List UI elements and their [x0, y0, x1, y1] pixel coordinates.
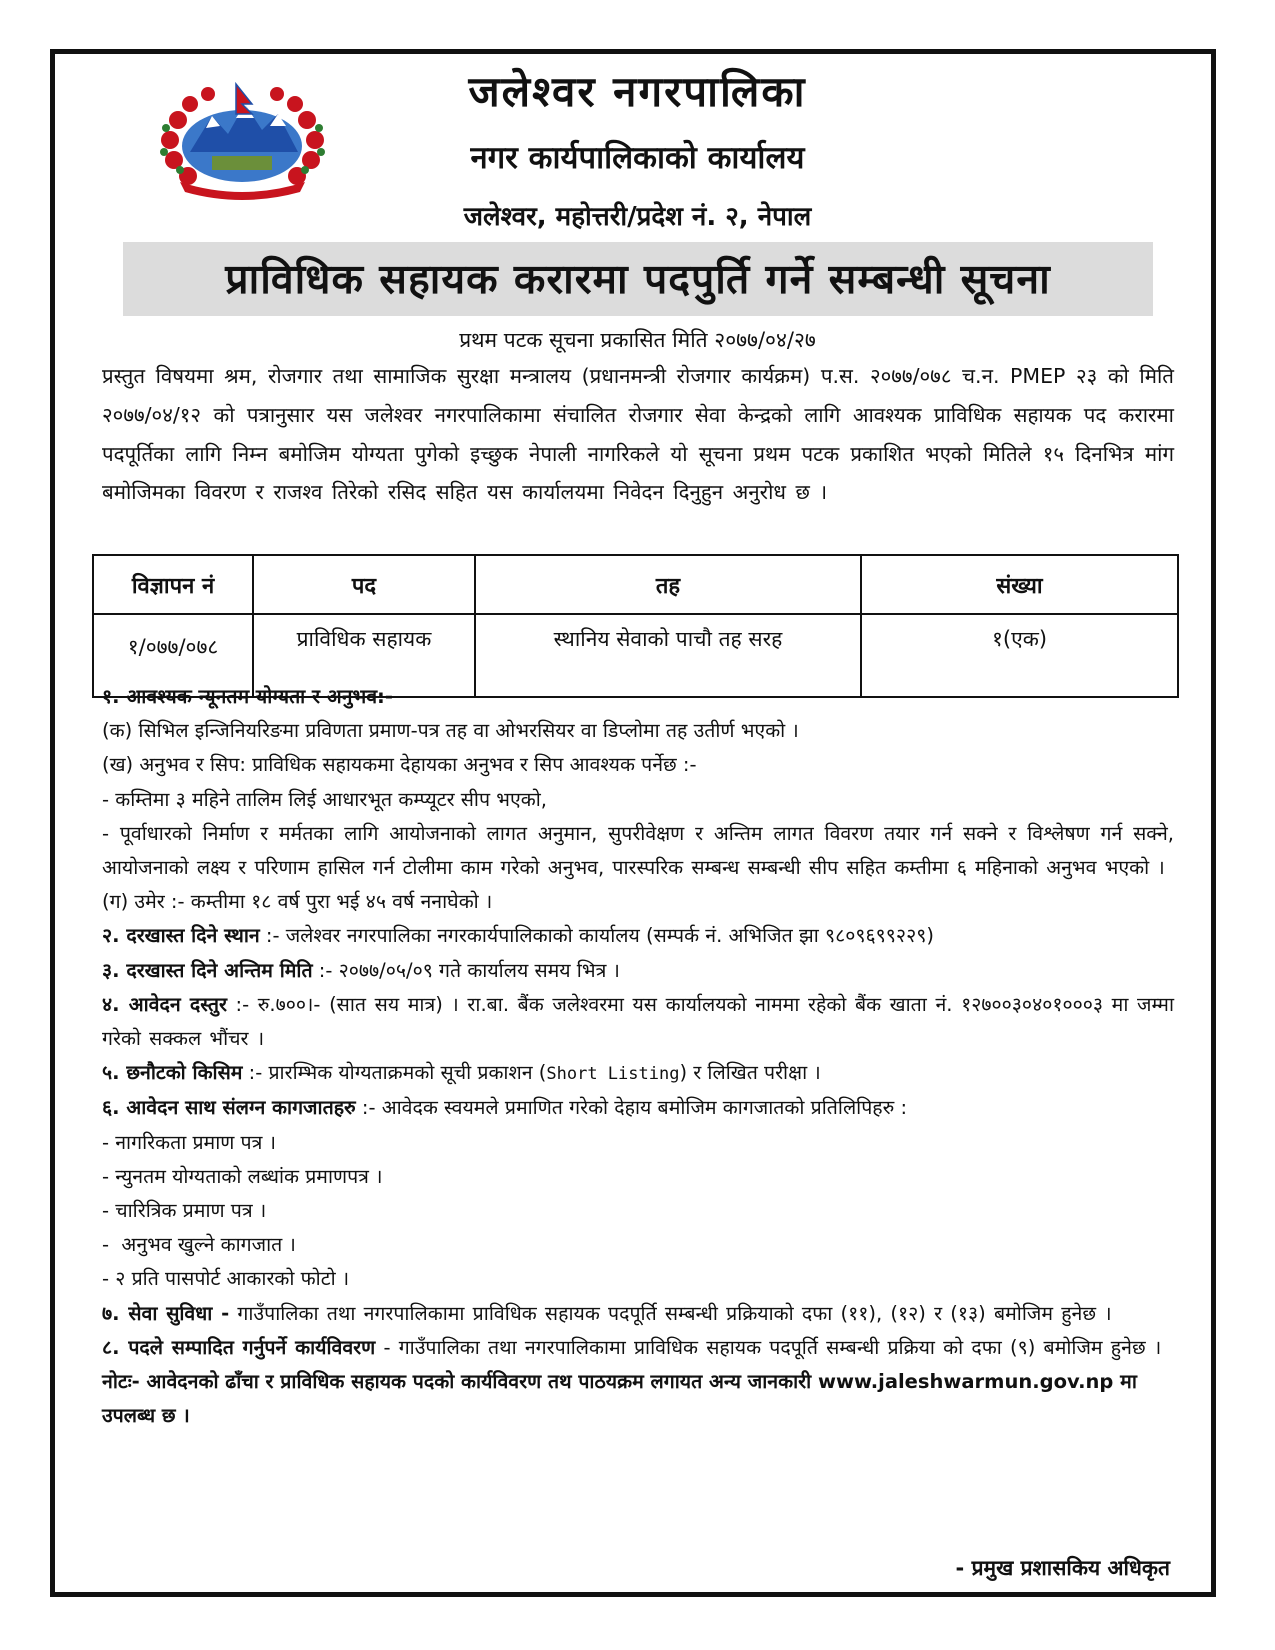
- section-3-text: :- २०७७/०५/०९ गते कार्यालय समय भित्र ।: [318, 958, 620, 982]
- skill-item: - कम्तिमा ३ महिने तालिम लिई आधारभूत कम्प्यूटर सीप भएको,: [102, 787, 547, 811]
- section-6-label: ६. आवेदन साथ संलग्न कागजातहरु: [102, 1096, 356, 1120]
- note-paragraph: नोटः- आवेदनको ढाँचा र प्राविधिक सहायक पदको कार्यविवरण तथ पाठयक्रम लगायत अन्य जानकारी www.jaleshwarmun.gov.np मा उपलब्ध छ ।: [102, 1370, 1137, 1428]
- table-cell: १(एक): [861, 614, 1178, 697]
- office-address: जलेश्वर, महोत्तरी/प्रदेश नं. २, नेपाल: [463, 202, 812, 232]
- section-5-text: :- प्रारम्भिक योग्यताक्रमको सूची प्रकाशन (: [248, 1061, 547, 1085]
- section-4-label: ४. आवेदन दस्तुर: [102, 992, 227, 1016]
- section-1-heading: १. आवश्यक न्यूनतम योग्यता र अनुभव:-: [102, 685, 393, 708]
- section-5-text-end: ) र लिखित परीक्षा ।: [679, 1061, 821, 1085]
- table-cell: १/०७७/०७८: [93, 614, 253, 697]
- section-7-text: गाउँपालिका तथा नगरपालिकामा प्राविधिक सहायक पदपूर्ति सम्बन्धी प्रक्रियाको दफा (११), (१२) र (१३) बमोजिम हुनेछ ।: [237, 1301, 1112, 1325]
- experience-item: - पूर्वाधारको निर्माण र मर्मतका लागि आयोजनाको लागत अनुमान, सुपरीवेक्षण र अन्तिम लागत विवरण तयार गर्न सक्ने र विश्लेषण गर्न सक्ने, आयोजनाको लक्ष्य र परिणाम हासिल गर्न टोलीमा काम गरेको अनुभव, पारस्परिक सम्बन्ध सम्बन्धी सीप सहित कम्तीमा ६ महिनाको अनुभव भएको ।: [102, 821, 1174, 880]
- section-8-label: ८. पदले सम्पादित गर्नुपर्ने कार्यविवरण: [102, 1335, 376, 1359]
- section-6: [102, 1091, 1174, 1125]
- section-5: [102, 1056, 1174, 1091]
- notice-title: प्राविधिक सहायक करारमा पदपुर्ति गर्ने सम्बन्धी सूचना: [123, 242, 1153, 316]
- section-5-label: ५. छनौटको किसिम: [102, 1061, 243, 1085]
- section-2-label: २. दरखास्त दिने स्थान: [102, 924, 260, 948]
- signatory-title: - प्रमुख प्रशासकिय अधिकृत: [955, 1556, 1170, 1580]
- document-item: - अनुभव खुल्ने कागजात ।: [102, 1233, 296, 1257]
- notice-body: [102, 680, 1174, 1433]
- section-3-label: ३. दरखास्त दिने अन्तिम मिति: [102, 958, 313, 982]
- short-listing-term: Short Listing: [546, 1064, 680, 1085]
- section-7: [102, 1297, 1174, 1331]
- document-item: - २ प्रति पासपोर्ट आकारको फोटो ।: [102, 1267, 350, 1291]
- document-item: - न्युनतम योग्यताको लब्धांक प्रमाणपत्र ।: [102, 1164, 383, 1188]
- section-8-text: - गाउँपालिका तथा नगरपालिकामा प्राविधिक सहायक पदपूर्ति सम्बन्धी प्रक्रिया को दफा (९) बमोजिम हुनेछ ।: [383, 1335, 1162, 1359]
- qualification-b: (ख) अनुभव र सिप: प्राविधिक सहायकमा देहायका अनुभव र सिप आवश्यक पर्नेछ :-: [102, 753, 697, 777]
- section-7-label: ७. सेवा सुविधा -: [102, 1301, 230, 1325]
- qualification-a: (क) सिभिल इन्जिनियरिङमा प्रविणता प्रमाण-पत्र तह वा ओभरसियर वा डिप्लोमा तह उतीर्ण भएको ।: [102, 719, 799, 743]
- age-requirement: (ग) उमेर :- कम्तीमा १८ वर्ष पुरा भई ४५ वर्ष ननाघेको ।: [102, 890, 493, 914]
- vacancy-table: [92, 554, 1179, 698]
- table-header-row: [93, 555, 1178, 614]
- table-cell: प्राविधिक सहायक: [253, 614, 475, 697]
- column-header: पद: [253, 555, 475, 614]
- org-name: जलेश्वर नगरपालिका: [468, 67, 807, 116]
- column-header: विज्ञापन नं: [93, 555, 253, 614]
- section-4: [102, 988, 1174, 1056]
- document-item: - नागरिकता प्रमाण पत्र ।: [102, 1130, 276, 1154]
- section-2-text: :- जलेश्वर नगरपालिका नगरकार्यपालिकाको कार्यालय (सम्पर्क नं. अभिजित झा ९८०९६९९२२९): [265, 924, 934, 948]
- publish-date-line: प्रथम पटक सूचना प्रकासित मिति २०७७/०४/२७: [459, 328, 816, 352]
- office-name: नगर कार्यपालिकाको कार्यालय: [470, 140, 805, 176]
- table-cell: स्थानिय सेवाको पाचौ तह सरह: [475, 614, 861, 697]
- section-4-text: :- रु.७००।- (सात सय मात्र) । रा.बा. बैंक जलेश्वरमा यस कार्यालयको नाममा रहेको बैंक खाता नं. १२७००३०४०१०००३ मा जम्मा गरेको सक्कल भौंचर ।: [102, 992, 1174, 1051]
- document-item: - चारित्रिक प्रमाण पत्र ।: [102, 1199, 267, 1223]
- column-header: तह: [475, 555, 861, 614]
- section-8: [102, 1331, 1174, 1365]
- intro-paragraph: प्रस्तुत विषयमा श्रम, रोजगार तथा सामाजिक सुरक्षा मन्त्रालय (प्रधानमन्त्री रोजगार कार्यक्रम) प.स. २०७७/०७८ च.न. PMEP २३ को मिति २०७७/०४/१२ को पत्रानुसार यस जलेश्वर नगरपालिकामा संचालित रोजगार सेवा केन्द्रको लागि आवश्यक प्राविधिक सहायक पद करारमा पदपूर्तिका लागि निम्न बमोजिम योग्यता पुगेको इच्छुक नेपाली नागरिकले यो सूचना प्रथम पटक प्रकाशित भएको मितिले १५ दिनभित्र मांग बमोजिमका विवरण र राजश्व तिरेको रसिद सहित यस कार्यालयमा निवेदन दिनुहुन अनुरोध छ ।: [102, 364, 1174, 505]
- column-header: संख्या: [861, 555, 1178, 614]
- section-6-text: :- आवेदक स्वयमले प्रमाणित गरेको देहाय बमोजिम कागजातको प्रतिलिपिहरु :: [361, 1096, 908, 1120]
- section-2: [102, 919, 1174, 953]
- section-3: [102, 954, 1174, 988]
